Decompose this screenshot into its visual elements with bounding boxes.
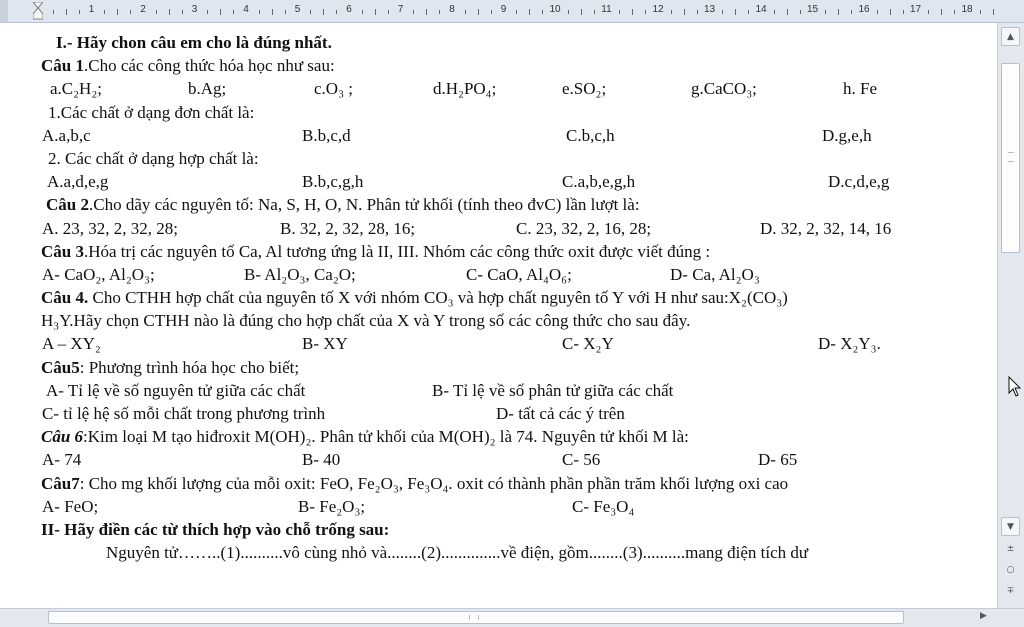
next-page-icon: ∓ (1006, 585, 1015, 596)
scroll-down-icon: ▼ (1007, 521, 1014, 532)
q5-option-c: C- tỉ lệ hệ số mỗi chất trong phương trình (42, 404, 326, 423)
document-page[interactable] (0, 23, 998, 608)
q1-sub2-option-b: B.b,c,g,h (302, 172, 364, 192)
ruler-tick (156, 10, 157, 14)
q7-label: Câu7 (41, 473, 80, 493)
ruler-tick (825, 10, 826, 14)
ruler-number: 11 (601, 4, 612, 15)
q5-option-b: B- Tỉ lệ về số phân tử giữa các chất (432, 380, 674, 400)
select-browse-object-button[interactable] (1001, 560, 1020, 579)
q3-option-c: C- CaO, Al₄O₆; (466, 264, 572, 284)
ruler-tick (581, 9, 582, 15)
ruler-tick (838, 9, 839, 15)
ruler-tick (207, 10, 208, 14)
q2-text: .Cho dãy các nguyên tố: Na, S, H, O, N. Phân tử khối (tính theo đvC) lần lượt là: (88, 195, 640, 215)
q1-formula-g: g.CaCO₃; (691, 79, 757, 99)
q4-text: Cho CTHH hợp chất của nguyên tố X với nhóm CO₃ và hợp chất nguyên tố Y với H như sau:X₂(CO₃) (88, 288, 788, 308)
q6-text: :Kim loại M tạo hiđroxit M(OH)₂. Phân tử khối của M(OH)₂ là 74. Nguyên tử khối M là: (83, 427, 689, 447)
ruler-tick (323, 9, 324, 15)
q1-sub1-option-b: B.b,c,d (302, 125, 351, 145)
ruler-tick (993, 9, 994, 15)
ruler-tick (117, 9, 118, 15)
scroll-down-button[interactable] (1001, 517, 1020, 536)
ruler-tick (671, 10, 672, 14)
ruler-number: 7 (397, 4, 404, 15)
ruler-number: 18 (961, 4, 973, 15)
q2-option-a: A. 23, 32, 2, 32, 28; (42, 218, 178, 238)
ruler-number: 1 (88, 4, 95, 15)
q6-label: Câu 6 (41, 427, 84, 447)
ruler-tick (619, 10, 620, 14)
q3-label: Câu 3 (41, 241, 84, 261)
q1-sub2-option-d: D.c,d,e,g (828, 172, 890, 192)
ruler-tick (980, 10, 981, 14)
ruler-tick (375, 9, 376, 15)
ruler-tick (594, 10, 595, 14)
q1-formula-d: d.H₂PO₄; (433, 79, 497, 99)
ruler-number: 4 (243, 4, 249, 15)
ruler-number: 17 (909, 4, 922, 15)
ruler-tick (285, 10, 286, 14)
ruler-tick (182, 10, 183, 14)
ruler-tick (362, 10, 363, 14)
q1-formula-b: b.Ag; (188, 79, 227, 99)
ruler-tick (272, 9, 273, 15)
horizontal-scrollbar[interactable] (0, 608, 1024, 627)
scroll-up-icon: ▲ (1007, 31, 1014, 42)
ruler-number: 14 (755, 4, 767, 15)
ruler-tick (310, 10, 311, 14)
q6-option-b: B- 40 (302, 450, 341, 470)
ruler-tick (542, 10, 543, 14)
previous-page-icon: ± (1006, 543, 1015, 554)
ruler-number: 9 (500, 4, 507, 15)
ruler-tick (53, 10, 54, 14)
ruler-tick (169, 9, 170, 15)
previous-page-button[interactable] (1001, 539, 1020, 558)
ruler-tick (336, 10, 337, 14)
ruler-number: 3 (191, 4, 198, 15)
fill-blank-line: Nguyên tử……..(1)..........vô cùng nhỏ và........(2)..............về điện, gồm........(3)..........mang điện tích dư (106, 543, 809, 563)
q1-sub1-text: 1.Các chất ở dạng đơn chất là: (48, 102, 255, 122)
ruler-tick (632, 9, 633, 15)
q4-option-c: C- X₂Y (562, 334, 614, 354)
q3-option-a: A- CaO₂, Al₂O₃; (42, 264, 155, 284)
ruler-number: 2 (140, 4, 146, 15)
q4-option-a: A – XY₂ (42, 334, 101, 354)
ruler-tick (941, 9, 942, 15)
section2-title: II- Hãy điền các từ thích hợp vào chỗ trống sau: (41, 519, 390, 539)
scroll-right-button[interactable] (980, 611, 987, 621)
ruler-number: 8 (449, 4, 455, 15)
ruler-tick (79, 10, 80, 14)
ruler-tick (851, 10, 852, 14)
q1-sub2-option-a: A.a,d,e,g (47, 172, 109, 192)
ruler-tick (439, 10, 440, 14)
q1-formula-c: c.O₃ ; (314, 79, 353, 99)
ruler-tick (233, 10, 234, 14)
ruler-tick (516, 10, 517, 14)
ruler-tick (104, 10, 105, 14)
ruler-tick (697, 10, 698, 14)
section1-title: I.- Hãy chon câu em cho là đúng nhất. (56, 33, 332, 52)
ruler-tab-selector[interactable] (0, 0, 8, 22)
ruler-number: 5 (294, 4, 301, 15)
q7-option-b: B- Fe₂O₃; (298, 496, 366, 516)
q1-formula-a: a.C₂H₂; (50, 79, 102, 99)
ruler-tick (220, 9, 221, 15)
ruler-tick (413, 10, 414, 14)
ruler-tick (800, 10, 801, 14)
q6-option-a: A- 74 (42, 450, 82, 470)
ruler-tick (735, 9, 736, 15)
q6-option-d: D- 65 (758, 450, 798, 470)
ruler-tick (465, 10, 466, 14)
q2-option-d: D. 32, 2, 32, 14, 16 (760, 218, 892, 238)
q1-formula-h: h. Fe (843, 79, 877, 99)
q7-text: : Cho mg khối lượng của mỗi oxit: FeO, Fe₂O₃, Fe₃O₄. oxit có thành phần phần trăm khối lượng oxi cao (79, 473, 789, 493)
ruler-number: 10 (549, 4, 561, 15)
q5-option-d: D- tất cả các ý trên (496, 404, 625, 423)
q2-option-b: B. 32, 2, 32, 28, 16; (280, 218, 416, 238)
q1-sub1-option-c: C.b,c,h (566, 125, 615, 145)
q3-option-d: D- Ca, Al₂O₃ (670, 264, 760, 284)
scroll-up-button[interactable] (1001, 27, 1020, 46)
q3-option-b: B- Al₂O₃, Ca₂O; (244, 264, 356, 284)
ruler-tick (568, 10, 569, 14)
scroll-right-icon: ▶ (980, 611, 987, 621)
ruler-tick (529, 9, 530, 15)
ruler-number: 13 (703, 4, 716, 15)
ruler-tick (877, 10, 878, 14)
q5-text: : Phương trình hóa học cho biết; (79, 357, 300, 377)
ruler-tick (787, 9, 788, 15)
q1-sub2-option-c: C.a,b,e,g,h (562, 172, 636, 192)
ruler-tick (130, 10, 131, 14)
q1-formula-e: e.SO₂; (562, 79, 607, 99)
q1-sub1-option-d: D.g,e,h (822, 125, 872, 145)
q1-sub1-option-a: A.a,b,c (42, 125, 91, 145)
ruler-number: 12 (652, 4, 664, 15)
ruler-tick (388, 10, 389, 14)
q3-text: .Hóa trị các nguyên tố Ca, Al tương ứng là II, III. Nhóm các công thức oxit được viết đúng : (83, 241, 711, 261)
q4-option-d: D- X₂Y₃. (818, 334, 881, 354)
vertical-scrollbar[interactable] (997, 23, 1024, 608)
mouse-pointer-icon (1008, 376, 1022, 398)
ruler-tick (259, 10, 260, 14)
q4-text-line2: H₃Y.Hãy chọn CTHH nào là đúng cho hợp chất của X và Y trong số các công thức cho sau đây. (41, 311, 691, 331)
ruler-tick (645, 10, 646, 14)
ruler-tick (684, 9, 685, 15)
ruler-tick (722, 10, 723, 14)
indent-marker-icon[interactable] (33, 2, 43, 20)
vertical-scroll-thumb[interactable] (1001, 63, 1020, 253)
q1-label: Câu 1 (41, 56, 84, 76)
ruler-tick (890, 9, 891, 15)
ruler-tick (66, 9, 67, 15)
ruler-number: 6 (346, 4, 352, 15)
ruler-tick (426, 9, 427, 15)
next-page-button[interactable] (1001, 581, 1020, 600)
q7-option-c: C- Fe₃O₄ (572, 496, 635, 516)
q1-sub2-text: 2. Các chất ở dạng hợp chất là: (48, 148, 259, 168)
ruler-tick (491, 10, 492, 14)
document-body[interactable] (38, 31, 998, 564)
q1-text: .Cho các công thức hóa học như sau: (83, 56, 335, 76)
q5-option-a: A- Tỉ lệ về số nguyên tử giữa các chất (46, 380, 306, 400)
horizontal-ruler[interactable] (0, 0, 1024, 23)
ruler-tick (748, 10, 749, 14)
ruler-tick (478, 9, 479, 15)
q2-label: Câu 2 (46, 195, 89, 215)
q4-label: Câu 4. (41, 288, 89, 308)
q7-option-a: A- FeO; (42, 496, 99, 516)
ruler-tick (774, 10, 775, 14)
ruler-tick (954, 10, 955, 14)
ruler-tick (903, 10, 904, 14)
horizontal-scroll-thumb[interactable] (48, 611, 904, 624)
browse-object-icon: ○ (1006, 564, 1015, 575)
q4-option-b: B- XY (302, 334, 348, 354)
ruler-number: 16 (858, 4, 870, 15)
ruler-number: 15 (806, 4, 819, 15)
q6-option-c: C- 56 (562, 450, 601, 470)
ruler-tick (928, 10, 929, 14)
q2-option-c: C. 23, 32, 2, 16, 28; (516, 218, 652, 238)
q5-label: Câu5 (41, 357, 80, 377)
